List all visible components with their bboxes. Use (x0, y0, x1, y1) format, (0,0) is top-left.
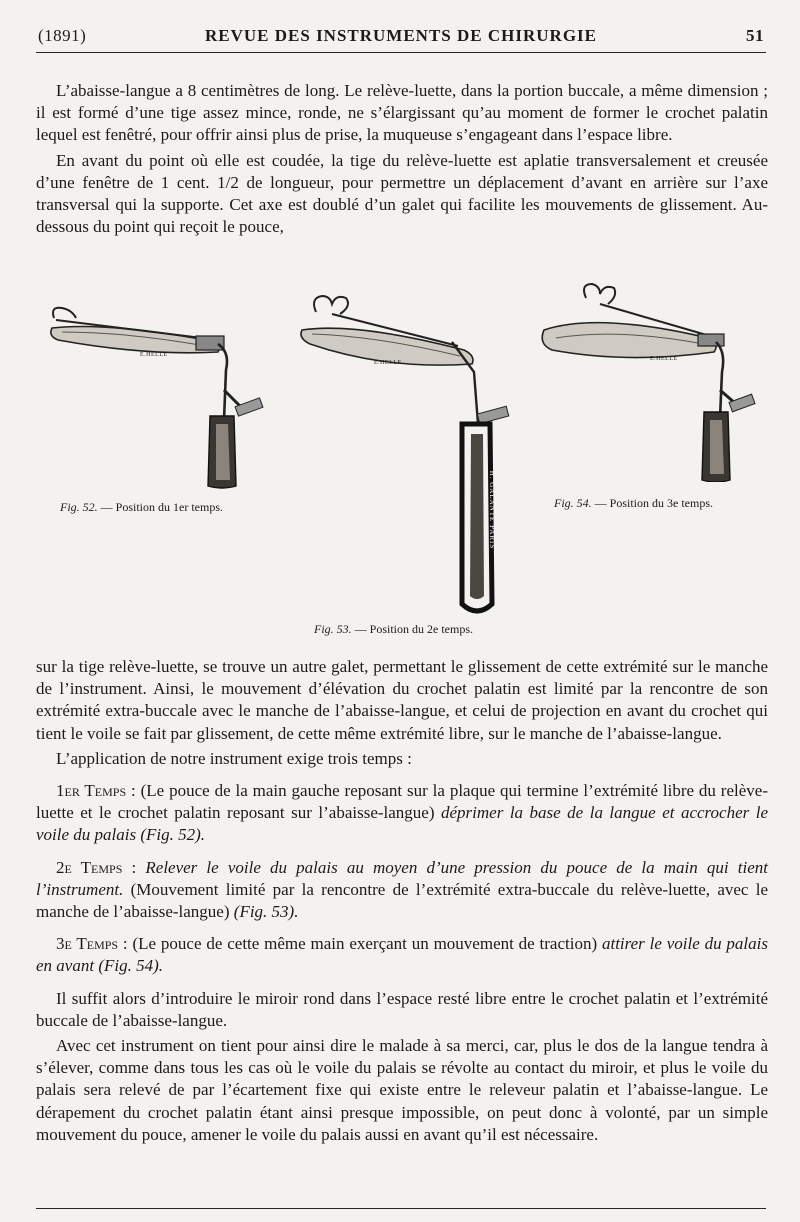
paragraph: sur la tige relève-luette, se trouve un autre galet, permettant le glissement de cette extrémité sur le manche de l’instrument. Ainsi, le mouvement d’élévation du crochet palatin est limité par la rencontre de son extrémité extra-buccale avec le manche de l’abaisse-langue, et celui de projection en avant du crochet qui tient le voile se fait par glissement, de cette même extrémité libre, sur le manche de l’abaisse-langue. (36, 657, 768, 743)
figure-54-label: Fig. 54. (554, 496, 592, 510)
figure-52-text: — Position du 1er temps. (97, 500, 224, 514)
engraver-label: E.HELLE (650, 356, 678, 362)
figure-52-label: Fig. 52. (60, 500, 98, 514)
figure-53-illustration (296, 284, 516, 620)
step-2-instruction: Relever le voile du palais au moyen d’une pression du pouce de la main qui tient l’instrument. (36, 857, 768, 899)
text-block-bottom (36, 656, 768, 1146)
figure-54-caption (554, 496, 713, 511)
step-1-label: 1er Temps (56, 781, 127, 801)
separator: : (122, 857, 146, 877)
figure-52-caption (60, 500, 223, 515)
step-3-instruction: attirer le voile du palais en avant (Fig. 54). (36, 934, 768, 976)
figure-54-illustration (538, 282, 758, 482)
step-2-figure-ref: (Fig. 53). (233, 902, 299, 922)
figure-52-illustration (46, 300, 266, 490)
step-1-paragraph (36, 780, 768, 847)
step-2-text: (Mouvement limité par la rencontre de l’extrémité extra-buccale du relève-luette, avec le manche de l’abaisse-langue) (36, 879, 768, 922)
separator: : (118, 934, 133, 954)
header-journal-title: REVUE DES INSTRUMENTS DE CHIRURGIE (204, 26, 597, 45)
step-1-text: (Le pouce de la main gauche reposant sur la plaque qui termine l’extrémité libre du relève-luette et le crochet palatin reposant sur l’abaisse-langue) (36, 781, 768, 823)
figure-53-text: — Position du 2e temps. (351, 622, 474, 636)
paragraph: L’application de notre instrument exige trois temps : (56, 748, 412, 768)
step-2-paragraph (36, 857, 768, 924)
running-header (38, 22, 764, 52)
paragraph: En avant du point où elle est coudée, la tige du relève-luette est aplatie transversalement et creusée d’une fenêtre de 1 cent. 1/2 de longueur, pour permettre un déplacement d’avant en arrière sur l’axe transversal qui la supporte. Cet axe est doublé d’un galet qui facilite les mouvements de glissement. Au-dessous du point qui reçoit le pouce, (36, 150, 768, 237)
figure-53-label: Fig. 53. (314, 622, 352, 636)
header-page-number: 51 (746, 26, 764, 45)
handle-inscription: H. GALANTE PARIS (488, 470, 496, 550)
paragraph: L’abaisse-langue a 8 centimètres de long. Le relève-luette, dans la portion buccale, a même dimension ; il est formé d’une tige assez mince, ronde, ne s’élargissant qu’au moment de former le crochet palatin lequel est fenêtré, pour offrir ainsi plus de prise, la muqueuse s’engageant dans l’espace libre. (36, 81, 768, 145)
header-year: (1891) (38, 26, 87, 45)
separator: : (126, 781, 141, 801)
paragraph: Avec cet instrument on tient pour ainsi dire le malade à sa merci, car, plus le dos de la langue tendra à s’élever, comme dans tous les cas où le voile du palais se révolte au contact du miroir, et plus le voile du palais sera relevé de par l’écartement fixe qui existe entre le releveur palatin et l’abaisse-langue. Le dérapement du crochet palatin étant ainsi presque impossible, on peut donc à volonté, par un simple mouvement du pouce, amener le voile du palais aussi en avant qu’il est nécessaire. (36, 1036, 768, 1144)
engraver-label: E.HELLE (140, 352, 168, 358)
step-3-text: (Le pouce de cette même main exerçant un mouvement de traction) (132, 934, 602, 954)
footer-rule (36, 1208, 766, 1209)
step-2-label: 2e Temps (56, 857, 123, 877)
text-block-top (36, 80, 768, 238)
figure-54-text: — Position du 3e temps. (591, 496, 714, 510)
paragraph: Il suffit alors d’introduire le miroir rond dans l’espace resté libre entre le crochet palatin et l’extrémité buccale de l’abaisse-langue. (36, 988, 768, 1030)
engraver-label: E.HELLE (374, 360, 402, 366)
step-3-label: 3e Temps (56, 934, 119, 954)
step-1-instruction: déprimer la base de la langue et accrocher le voile du palais (Fig. 52). (36, 803, 768, 845)
figure-53-caption (314, 622, 473, 637)
header-rule (36, 52, 766, 53)
step-3-paragraph (36, 933, 768, 977)
